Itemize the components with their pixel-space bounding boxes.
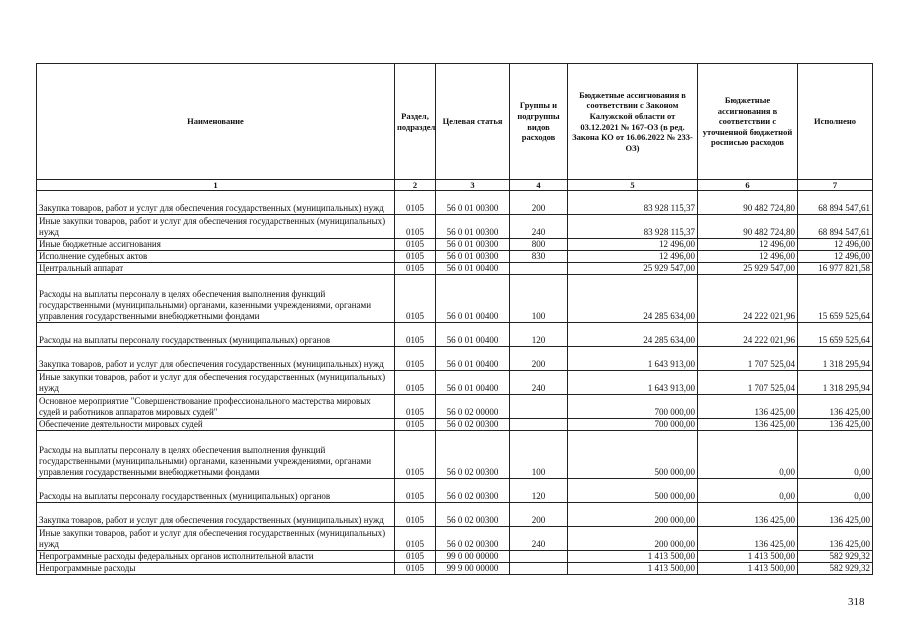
header-article: Целевая статья bbox=[436, 64, 510, 180]
row-section: 0105 bbox=[395, 371, 436, 395]
row-group: 800 bbox=[510, 239, 568, 251]
row-group: 830 bbox=[510, 251, 568, 263]
row-revised: 90 482 724,80 bbox=[698, 215, 798, 239]
row-name: Расходы на выплаты персоналу в целях обеспечения выполнения функций государственными (муниципальными) органами, казенными учреждениями, органами управления государственными внебюджетными фондами bbox=[37, 275, 395, 323]
table-row bbox=[37, 395, 873, 419]
row-revised: 12 496,00 bbox=[698, 239, 798, 251]
row-name: Непрограммные расходы bbox=[37, 563, 395, 575]
row-group bbox=[510, 551, 568, 563]
row-name: Основное мероприятие "Совершенствование профессионального мастерства мировых судей и работников аппаратов мировых судей" bbox=[37, 395, 395, 419]
row-article: 56 0 01 00300 bbox=[436, 251, 510, 263]
column-number: 5 bbox=[568, 180, 698, 191]
row-revised: 136 425,00 bbox=[698, 395, 798, 419]
row-group: 240 bbox=[510, 215, 568, 239]
row-group bbox=[510, 419, 568, 431]
row-approved: 83 928 115,37 bbox=[568, 191, 698, 215]
row-executed: 15 659 525,64 bbox=[798, 323, 873, 347]
row-approved: 1 643 913,00 bbox=[568, 371, 698, 395]
row-article: 56 0 02 00300 bbox=[436, 503, 510, 527]
row-group: 100 bbox=[510, 431, 568, 479]
row-executed: 582 929,32 bbox=[798, 551, 873, 563]
row-revised: 136 425,00 bbox=[698, 503, 798, 527]
row-executed: 12 496,00 bbox=[798, 239, 873, 251]
row-executed: 68 894 547,61 bbox=[798, 191, 873, 215]
row-executed: 16 977 821,58 bbox=[798, 263, 873, 275]
row-article: 56 0 01 00400 bbox=[436, 371, 510, 395]
page-number: 318 bbox=[848, 596, 865, 608]
row-approved: 1 413 500,00 bbox=[568, 551, 698, 563]
row-group: 200 bbox=[510, 191, 568, 215]
row-executed: 15 659 525,64 bbox=[798, 275, 873, 323]
column-number: 6 bbox=[698, 180, 798, 191]
table-row bbox=[37, 563, 873, 575]
row-section: 0105 bbox=[395, 419, 436, 431]
table-row bbox=[37, 239, 873, 251]
table-row bbox=[37, 215, 873, 239]
row-revised: 0,00 bbox=[698, 431, 798, 479]
column-number: 4 bbox=[510, 180, 568, 191]
table-row bbox=[37, 347, 873, 371]
row-section: 0105 bbox=[395, 263, 436, 275]
table-row bbox=[37, 323, 873, 347]
header-name: Наименование bbox=[37, 64, 395, 180]
table-body bbox=[37, 191, 873, 575]
row-name: Обеспечение деятельности мировых судей bbox=[37, 419, 395, 431]
row-article: 99 9 00 00000 bbox=[436, 563, 510, 575]
row-section: 0105 bbox=[395, 431, 436, 479]
row-section: 0105 bbox=[395, 215, 436, 239]
row-approved: 700 000,00 bbox=[568, 395, 698, 419]
row-revised: 90 482 724,80 bbox=[698, 191, 798, 215]
row-executed: 1 318 295,94 bbox=[798, 347, 873, 371]
row-name: Закупка товаров, работ и услуг для обеспечения государственных (муниципальных) нужд bbox=[37, 191, 395, 215]
row-article: 56 0 01 00400 bbox=[436, 263, 510, 275]
row-name: Расходы на выплаты персоналу государственных (муниципальных) органов bbox=[37, 479, 395, 503]
row-section: 0105 bbox=[395, 239, 436, 251]
row-article: 56 0 01 00300 bbox=[436, 239, 510, 251]
row-revised: 136 425,00 bbox=[698, 527, 798, 551]
row-group: 200 bbox=[510, 347, 568, 371]
row-group: 120 bbox=[510, 323, 568, 347]
row-revised: 24 222 021,96 bbox=[698, 323, 798, 347]
table-row bbox=[37, 527, 873, 551]
row-group: 240 bbox=[510, 527, 568, 551]
column-number: 3 bbox=[436, 180, 510, 191]
row-section: 0105 bbox=[395, 551, 436, 563]
row-group: 100 bbox=[510, 275, 568, 323]
row-article: 56 0 02 00300 bbox=[436, 431, 510, 479]
row-revised: 24 222 021,96 bbox=[698, 275, 798, 323]
row-section: 0105 bbox=[395, 395, 436, 419]
row-article: 56 0 01 00400 bbox=[436, 275, 510, 323]
row-section: 0105 bbox=[395, 503, 436, 527]
row-group bbox=[510, 563, 568, 575]
row-revised: 1 413 500,00 bbox=[698, 563, 798, 575]
row-article: 56 0 01 00300 bbox=[436, 215, 510, 239]
row-article: 56 0 02 00000 bbox=[436, 395, 510, 419]
row-name: Закупка товаров, работ и услуг для обеспечения государственных (муниципальных) нужд bbox=[37, 347, 395, 371]
table-row bbox=[37, 503, 873, 527]
row-executed: 582 929,32 bbox=[798, 563, 873, 575]
row-executed: 68 894 547,61 bbox=[798, 215, 873, 239]
row-approved: 500 000,00 bbox=[568, 479, 698, 503]
table-row bbox=[37, 479, 873, 503]
row-section: 0105 bbox=[395, 275, 436, 323]
row-name: Расходы на выплаты персоналу в целях обеспечения выполнения функций государственными (муниципальными) органами, казенными учреждениями, органами управления государственными внебюджетными фондами bbox=[37, 431, 395, 479]
row-article: 56 0 02 00300 bbox=[436, 527, 510, 551]
row-approved: 24 285 634,00 bbox=[568, 275, 698, 323]
row-executed: 136 425,00 bbox=[798, 527, 873, 551]
row-name: Исполнение судебных актов bbox=[37, 251, 395, 263]
row-executed: 1 318 295,94 bbox=[798, 371, 873, 395]
table-row bbox=[37, 431, 873, 479]
row-approved: 24 285 634,00 bbox=[568, 323, 698, 347]
row-name: Иные закупки товаров, работ и услуг для обеспечения государственных (муниципальных) нужд bbox=[37, 371, 395, 395]
row-revised: 12 496,00 bbox=[698, 251, 798, 263]
row-executed: 12 496,00 bbox=[798, 251, 873, 263]
row-executed: 136 425,00 bbox=[798, 419, 873, 431]
header-group: Группы и подгруппы видов расходов bbox=[510, 64, 568, 180]
row-name: Закупка товаров, работ и услуг для обеспечения государственных (муниципальных) нужд bbox=[37, 503, 395, 527]
row-executed: 136 425,00 bbox=[798, 503, 873, 527]
row-approved: 500 000,00 bbox=[568, 431, 698, 479]
row-executed: 136 425,00 bbox=[798, 395, 873, 419]
row-group: 200 bbox=[510, 503, 568, 527]
row-name: Расходы на выплаты персоналу государственных (муниципальных) органов bbox=[37, 323, 395, 347]
table-row bbox=[37, 371, 873, 395]
row-revised: 25 929 547,00 bbox=[698, 263, 798, 275]
row-group bbox=[510, 395, 568, 419]
table-row bbox=[37, 251, 873, 263]
row-article: 56 0 02 00300 bbox=[436, 479, 510, 503]
row-name: Центральный аппарат bbox=[37, 263, 395, 275]
row-section: 0105 bbox=[395, 527, 436, 551]
column-number: 7 bbox=[798, 180, 873, 191]
row-article: 56 0 01 00400 bbox=[436, 347, 510, 371]
table-row bbox=[37, 419, 873, 431]
row-name: Иные закупки товаров, работ и услуг для обеспечения государственных (муниципальных) нужд bbox=[37, 527, 395, 551]
row-section: 0105 bbox=[395, 347, 436, 371]
row-approved: 12 496,00 bbox=[568, 251, 698, 263]
budget-table bbox=[36, 63, 873, 575]
row-approved: 200 000,00 bbox=[568, 503, 698, 527]
row-section: 0105 bbox=[395, 323, 436, 347]
row-revised: 0,00 bbox=[698, 479, 798, 503]
table-row bbox=[37, 191, 873, 215]
row-article: 99 0 00 00000 bbox=[436, 551, 510, 563]
row-group: 240 bbox=[510, 371, 568, 395]
row-section: 0105 bbox=[395, 191, 436, 215]
row-revised: 136 425,00 bbox=[698, 419, 798, 431]
header-executed: Исполнено bbox=[798, 64, 873, 180]
header-revised: Бюджетные ассигнования в соответствии с уточненной бюджетной росписью расходов bbox=[698, 64, 798, 180]
row-name: Непрограммные расходы федеральных органов исполнительной власти bbox=[37, 551, 395, 563]
row-revised: 1 707 525,04 bbox=[698, 347, 798, 371]
row-article: 56 0 01 00400 bbox=[436, 323, 510, 347]
row-approved: 700 000,00 bbox=[568, 419, 698, 431]
table-row bbox=[37, 275, 873, 323]
row-name: Иные бюджетные ассигнования bbox=[37, 239, 395, 251]
header-section: Раздел, подраздел bbox=[395, 64, 436, 180]
column-number: 2 bbox=[395, 180, 436, 191]
row-group: 120 bbox=[510, 479, 568, 503]
header-approved: Бюджетные ассигнования в соответствии с Законом Калужской области от 03.12.2021 № 167-ОЗ (в ред. Закона КО от 16.06.2022 № 233-ОЗ) bbox=[568, 64, 698, 180]
row-executed: 0,00 bbox=[798, 479, 873, 503]
row-group bbox=[510, 263, 568, 275]
row-name: Иные закупки товаров, работ и услуг для обеспечения государственных (муниципальных) нужд bbox=[37, 215, 395, 239]
row-approved: 200 000,00 bbox=[568, 527, 698, 551]
row-section: 0105 bbox=[395, 251, 436, 263]
table-header-row bbox=[37, 64, 873, 180]
table-row bbox=[37, 551, 873, 563]
row-executed: 0,00 bbox=[798, 431, 873, 479]
row-approved: 83 928 115,37 bbox=[568, 215, 698, 239]
row-section: 0105 bbox=[395, 563, 436, 575]
row-revised: 1 413 500,00 bbox=[698, 551, 798, 563]
row-article: 56 0 01 00300 bbox=[436, 191, 510, 215]
table-row bbox=[37, 263, 873, 275]
row-approved: 12 496,00 bbox=[568, 239, 698, 251]
row-approved: 25 929 547,00 bbox=[568, 263, 698, 275]
column-number: 1 bbox=[37, 180, 395, 191]
row-approved: 1 413 500,00 bbox=[568, 563, 698, 575]
row-approved: 1 643 913,00 bbox=[568, 347, 698, 371]
column-number-row bbox=[37, 180, 873, 191]
row-section: 0105 bbox=[395, 479, 436, 503]
row-revised: 1 707 525,04 bbox=[698, 371, 798, 395]
row-article: 56 0 02 00300 bbox=[436, 419, 510, 431]
